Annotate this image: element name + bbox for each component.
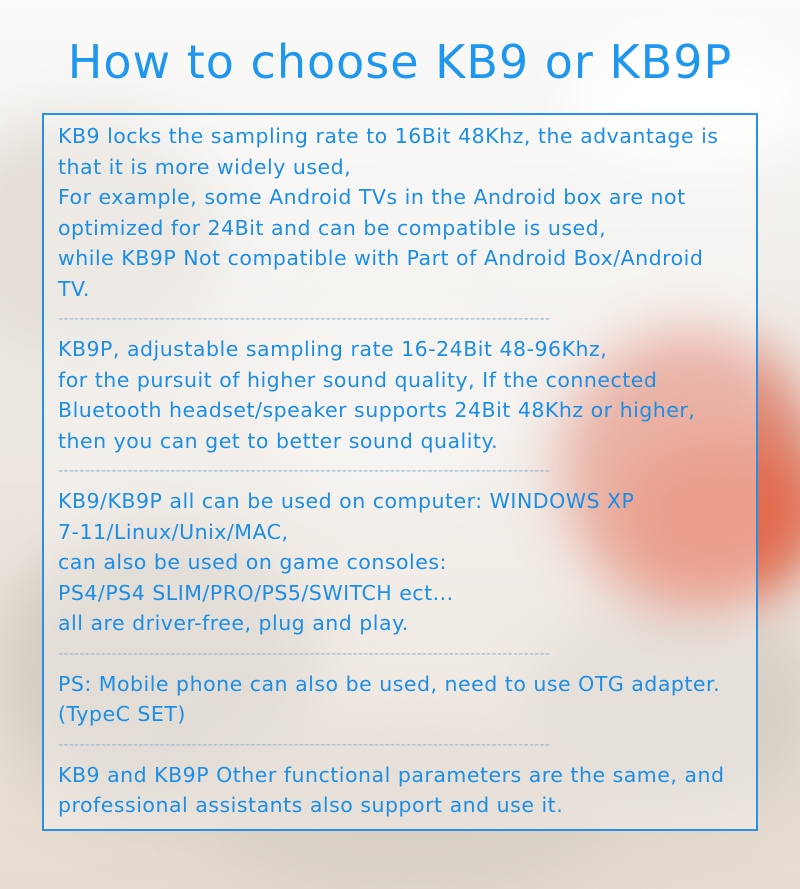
dashed-divider: -------------------------------------------------------------------------------------------- — [58, 463, 551, 479]
text-line: KB9/KB9P all can be used on computer: WINDOWS XP — [58, 489, 635, 513]
text-line: (TypeC SET) — [58, 702, 186, 726]
text-line: TV. — [58, 276, 90, 301]
text-line: KB9P, adjustable sampling rate 16-24Bit 48-96Khz, — [58, 337, 608, 361]
text-line: optimized for 24Bit and can be compatible is used, — [58, 215, 607, 240]
section-kb9p — [58, 334, 748, 456]
text-line: 7-11/Linux/Unix/MAC, — [58, 519, 289, 544]
section-kb9 — [58, 121, 748, 304]
dashed-divider: -------------------------------------------------------------------------------------------- — [58, 736, 551, 753]
text-line: For example, some Android TVs in the Android box are not — [58, 185, 686, 209]
text-line: then you can get to better sound quality. — [58, 428, 499, 453]
text-line: Bluetooth headset/speaker supports 24Bit 48Khz or higher, — [58, 398, 696, 422]
text-line: PS: Mobile phone can also be used, need to use OTG adapter. — [58, 671, 721, 696]
dashed-divider: -------------------------------------------------------------------------------------------- — [58, 311, 551, 327]
text-line: while KB9P Not compatible with Part of Android Box/Android — [58, 246, 704, 270]
text-line: can also be used on game consoles: — [58, 550, 447, 574]
page-title: How to choose KB9 or KB9P — [67, 35, 733, 89]
section-other — [58, 760, 748, 821]
text-line: PS4/PS4 SLIM/PRO/PS5/SWITCH ect... — [58, 580, 454, 605]
text-line: for the pursuit of higher sound quality, If the connected — [58, 367, 658, 392]
text-line: professional assistants also support and use it. — [58, 793, 564, 817]
text-line: all are driver-free, plug and play. — [58, 611, 409, 635]
text-line: KB9 and KB9P Other functional parameters are the same, and — [58, 762, 725, 787]
dashed-divider: -------------------------------------------------------------------------------------------- — [58, 645, 551, 662]
text-line: that it is more widely used, — [58, 154, 352, 179]
text-line: KB9 locks the sampling rate to 16Bit 48Khz, the advantage is — [58, 124, 719, 148]
section-mobile — [58, 669, 748, 730]
info-panel — [42, 113, 758, 831]
section-compatibility — [58, 486, 748, 639]
